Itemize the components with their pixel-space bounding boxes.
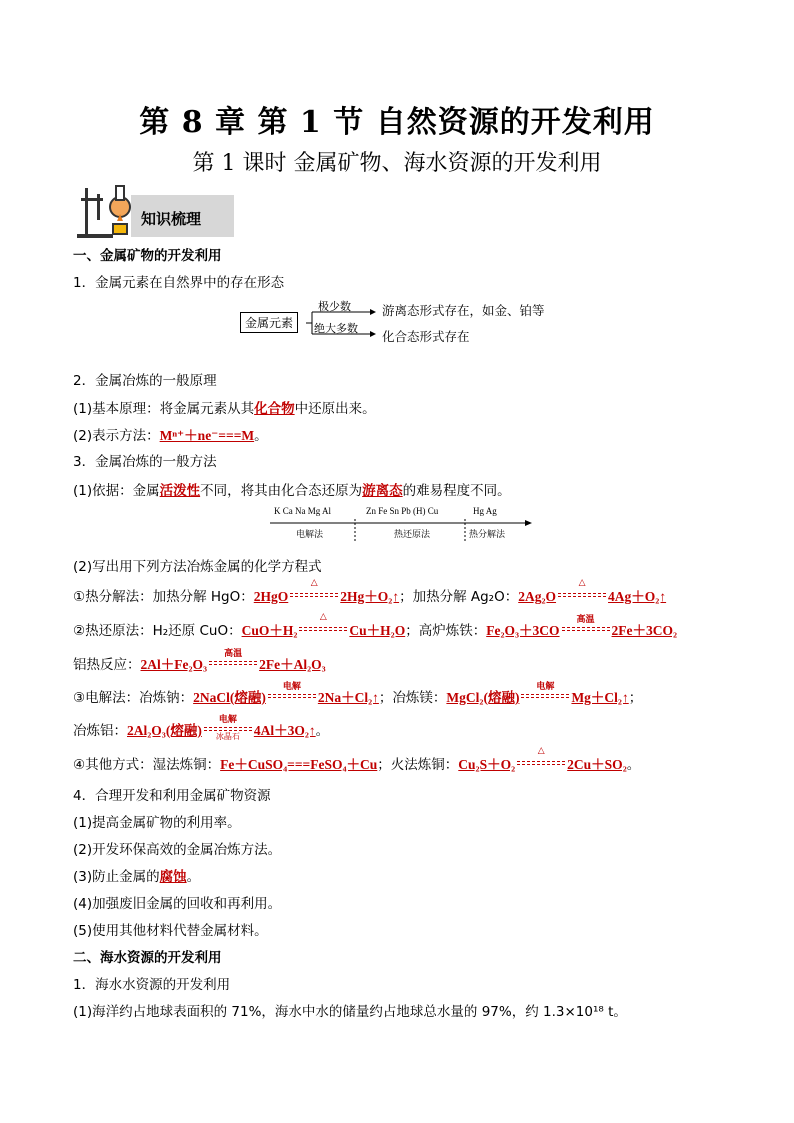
scale-group-2: Zn Fe Sn Pb (H) Cu: [366, 506, 439, 516]
condition-mark: [562, 615, 610, 637]
answer: Fe＋CuSO₄===FeSO₄＋Cu: [220, 757, 378, 772]
text: ②热还原法：H₂还原 CuO：: [73, 623, 242, 639]
text: 。: [626, 757, 641, 773]
condition-mark: [517, 746, 565, 771]
text: (1)依据：金属: [73, 483, 160, 499]
condition-mark: [521, 682, 569, 704]
text: (3)防止金属的: [73, 869, 160, 885]
answer: Fe₂O₃＋3CO: [486, 623, 560, 638]
arrow-label-bottom: 绝大多数: [314, 322, 358, 335]
section-heading: 一、金属矿物的开发利用: [73, 248, 222, 264]
method-label: 热分解法: [469, 529, 506, 539]
metal-state-diagram: [240, 298, 570, 348]
paragraph: 4．合理开发和利用金属矿物资源: [73, 788, 271, 804]
text: ；高炉炼铁：: [405, 623, 487, 639]
paragraph: [73, 865, 200, 885]
paragraph: [73, 479, 511, 499]
paragraph: (4)加强废旧金属的回收和再利用。: [73, 896, 282, 912]
text: ③电解法：冶炼钠：: [73, 690, 194, 706]
paragraph: (1)海洋约占地球表面积的 71%，海水中水的储量约占地球总水量的 97%，约 1.3×10¹⁸ t。: [73, 1004, 627, 1020]
answer: 活泼性: [159, 483, 201, 498]
condition-label: △: [310, 578, 318, 588]
answer: Mⁿ⁺＋ne⁻===M: [159, 428, 255, 443]
paragraph: 1．海水水资源的开发利用: [73, 977, 231, 993]
answer: 2Fe＋3CO₂: [611, 623, 678, 638]
answer: MgCl₂(熔融): [446, 690, 520, 705]
reaction-line: [73, 682, 643, 706]
condition-mark: [204, 715, 252, 741]
text: 。: [186, 869, 201, 885]
right-label-top: 游离态形式存在，如金、铂等: [382, 304, 545, 318]
condition-label: 电解: [218, 715, 237, 725]
arrow-label-top: 极少数: [318, 300, 351, 313]
text: ；冶炼镁：: [378, 690, 447, 706]
text: 铝热反应：: [73, 657, 141, 673]
paragraph: [73, 424, 268, 444]
answer: 2Cu＋SO₂: [567, 757, 627, 772]
answer: Cu₂S＋O₂: [458, 757, 516, 772]
section-banner-label: 知识梳理: [141, 210, 202, 228]
condition-mark: [268, 682, 316, 704]
text: 冶炼铝：: [73, 723, 127, 739]
text: 中还原出来。: [294, 401, 376, 417]
answer: 2Ag₂O: [518, 589, 557, 604]
answer: 2Na＋Cl₂↑: [317, 690, 379, 705]
condition-mark: [209, 649, 257, 671]
reaction-line: [73, 715, 330, 741]
answer: 化合物: [254, 401, 295, 416]
paragraph: (1)提高金属矿物的利用率。: [73, 815, 241, 831]
answer: 4Al＋3O₂↑: [253, 723, 316, 738]
scale-group-1: K Ca Na Mg Al: [274, 506, 331, 516]
text: ；加热分解 Ag₂O：: [399, 589, 519, 605]
reaction-line: [73, 746, 641, 773]
paragraph: (2)开发环保高效的金属冶炼方法。: [73, 842, 282, 858]
answer: 2NaCl(熔融): [193, 690, 266, 705]
condition-sublabel: 冰晶石: [215, 732, 240, 741]
condition-mark: [558, 578, 606, 603]
condition-label: △: [319, 612, 327, 622]
answer: Mg＋Cl₂↑: [571, 690, 629, 705]
right-label-bottom: 化合态形式存在: [382, 330, 470, 344]
section-heading: 二、海水资源的开发利用: [73, 950, 222, 966]
condition-label: 高温: [224, 649, 243, 659]
text: (2)表示方法：: [73, 428, 160, 444]
condition-label: 电解: [282, 682, 301, 692]
method-label: 电解法: [296, 529, 324, 539]
condition-mark: [290, 578, 338, 603]
scale-group-3: Hg Ag: [473, 506, 497, 516]
reaction-line: [73, 649, 326, 673]
paragraph: 2．金属冶炼的一般原理: [73, 373, 217, 389]
text: 。: [254, 428, 268, 444]
page-subtitle: 第 1 课时 金属矿物、海水资源的开发利用: [192, 151, 602, 176]
method-label: 热还原法: [394, 529, 431, 539]
text: ①热分解法：加热分解 HgO：: [73, 589, 254, 605]
answer: 4Ag＋O₂↑: [608, 589, 667, 604]
text: ；火法炼铜：: [377, 757, 459, 773]
answer: 2Al₂O₃(熔融): [127, 723, 202, 738]
diagram-box: 金属元素: [240, 312, 298, 333]
activity-scale: [270, 506, 532, 542]
page-title: 第 8 章 第 1 节 自然资源的开发利用: [139, 105, 655, 140]
condition-label: △: [537, 746, 545, 756]
answer: 游离态: [362, 483, 403, 498]
paragraph: (2)写出用下列方法冶炼金属的化学方程式: [73, 559, 322, 575]
answer: 2Hg＋O₂↑: [340, 589, 400, 604]
answer: 腐蚀: [159, 869, 187, 884]
answer: 2Al＋Fe₂O₃: [140, 657, 208, 672]
condition-label: 高温: [576, 615, 595, 625]
text: 的难易程度不同。: [402, 483, 511, 499]
paragraph: 1．金属元素在自然界中的存在形态: [73, 275, 285, 291]
paragraph: (5)使用其他材料代替金属材料。: [73, 923, 268, 939]
text: (1)基本原理：将金属元素从其: [73, 401, 255, 417]
answer: 2HgO: [253, 589, 289, 604]
reaction-line: [73, 612, 678, 639]
paragraph: [73, 397, 376, 417]
condition-label: 电解: [536, 682, 555, 692]
reaction-line: [73, 578, 667, 605]
paragraph: 3．金属冶炼的一般方法: [73, 454, 217, 470]
lab-flask-icon: [73, 180, 133, 240]
answer: CuO＋H₂: [241, 623, 298, 638]
text: 。: [315, 723, 330, 739]
condition-mark: [299, 612, 347, 637]
text: 不同，将其由化合态还原为: [200, 483, 363, 499]
text: ④其他方式：湿法炼铜：: [73, 757, 221, 773]
text: ；: [628, 690, 643, 706]
answer: Cu＋H₂O: [349, 623, 406, 638]
answer: 2Fe＋Al₂O₃: [259, 657, 326, 672]
condition-label: △: [578, 578, 586, 588]
